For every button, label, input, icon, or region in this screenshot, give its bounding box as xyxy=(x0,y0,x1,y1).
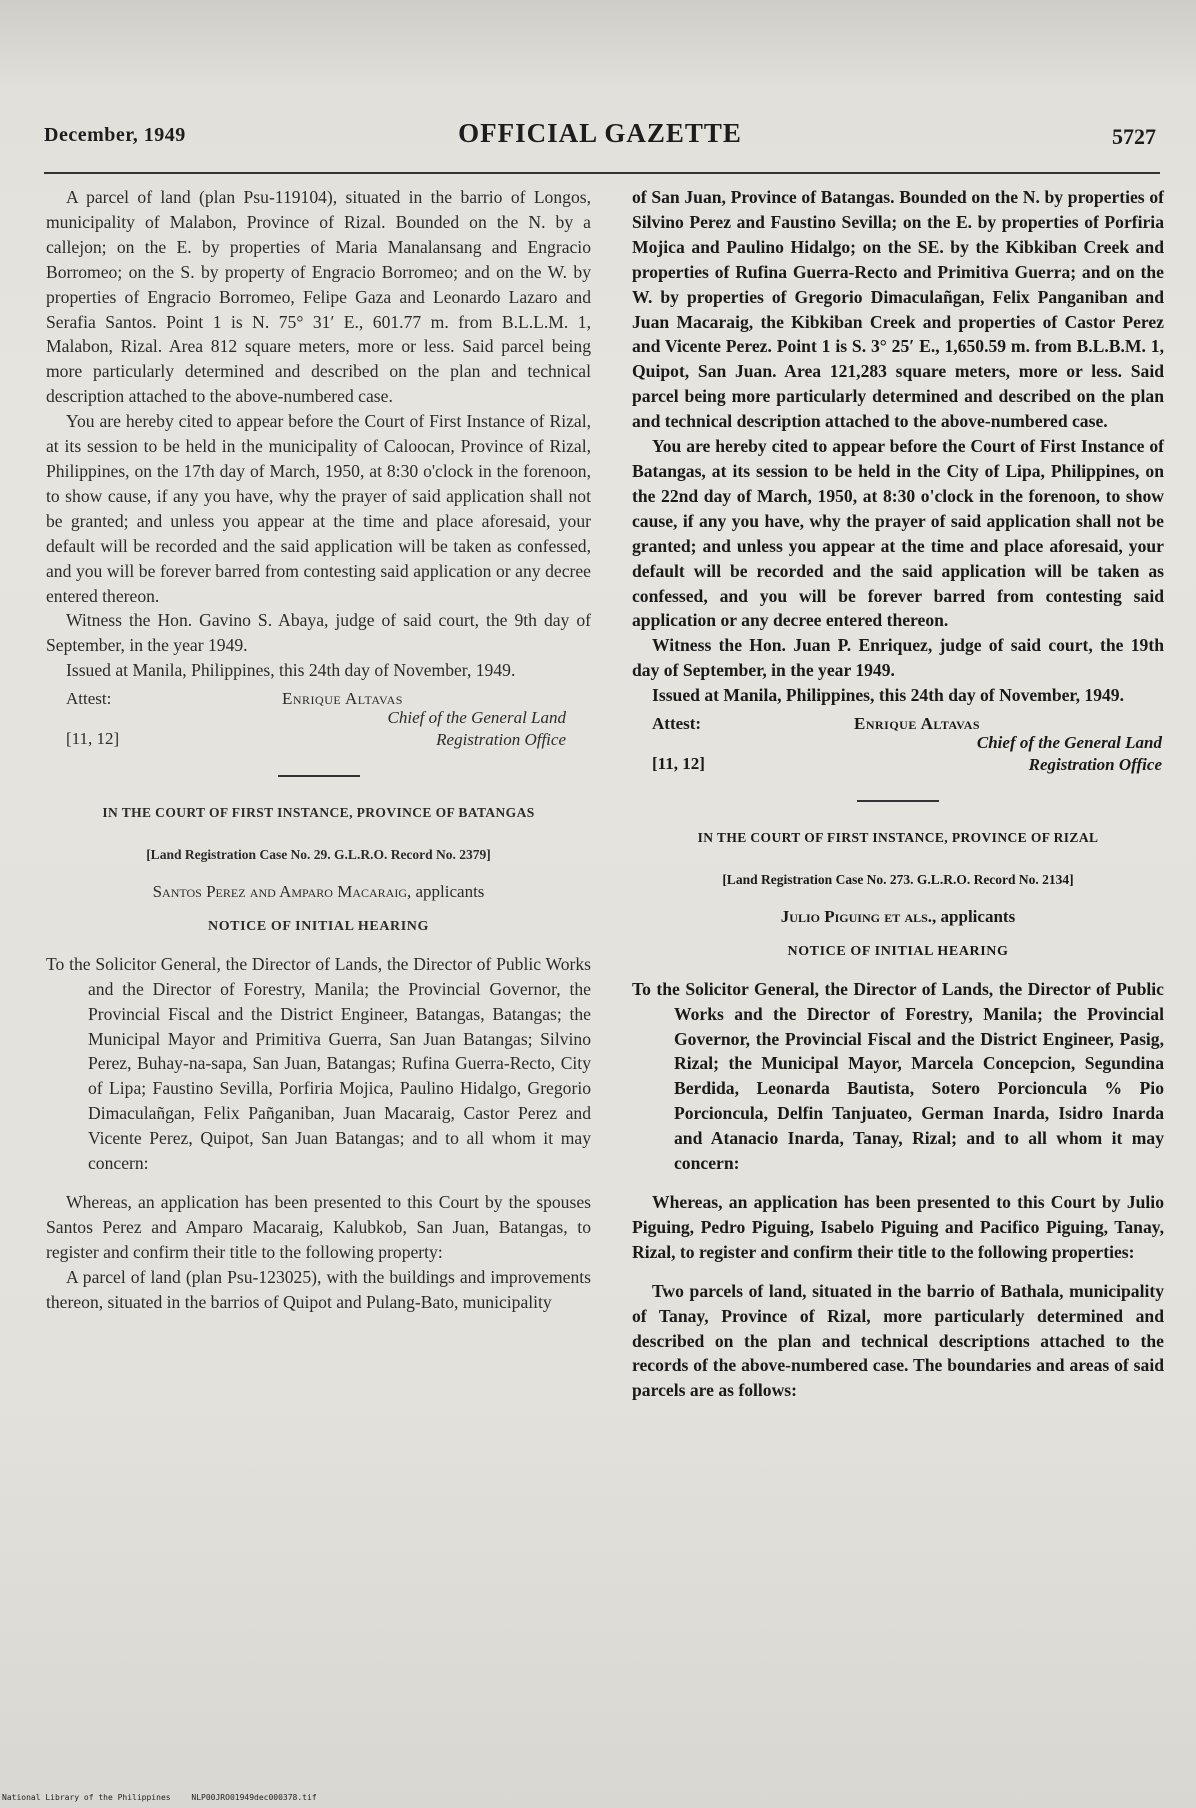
whereas-paragraph: Whereas, an application has been presented to this Court by Julio Piguing, Pedro Piguing, Isabelo Piguing and Pacifico Piguing, Tanay, Rizal, to register and confirm their title to the following properties: xyxy=(632,1192,1164,1262)
attest-office-line-2: Registration Office xyxy=(436,730,566,750)
footer-library: National Library of the Philippines xyxy=(2,1793,171,1802)
court-heading: IN THE COURT OF FIRST INSTANCE, PROVINCE OF RIZAL xyxy=(697,830,1099,846)
attest-block xyxy=(46,687,591,751)
header-title: OFFICIAL GAZETTE xyxy=(458,118,742,148)
issued-paragraph: Issued at Manila, Philippines, this 24th day of November, 1949. xyxy=(652,685,1124,706)
witness-paragraph: Witness the Hon. Juan P. Enriquez, judge of said court, the 19th day of September, in the year 1949. xyxy=(632,635,1164,681)
whereas-paragraph: Whereas, an application has been presented to this Court by the spouses Santos Perez and Amparo Macaraig, Kalubkob, San Juan, Batangas, to register and confirm their title to the following property: xyxy=(46,1192,591,1262)
addressees-paragraph: To the Solicitor General, the Director of Lands, the Director of Public Works and the Director of Forestry, Manila; the Provincial Governor, the Provincial Fiscal and the District Engineer, Batangas, Batangas; the Municipal Mayor and Primitiva Guerra, San Juan Batangas; Silvino Perez, Buhay-na-sapa, San Juan, Batangas; Rufina Guerra-Recto, City of Lipa; Faustino Sevilla, Porfiria Mojica, Paulino Hidalgo, Gregorio Dimaculañgan, Felix Pañganiban, Juan Macaraig, Castor Perez and Vicente Perez, Quipot, San Juan Batangas; and to all whom it may concern: xyxy=(46,953,591,1174)
case-number: [Land Registration Case No. 273. G.L.R.O. Record No. 2134] xyxy=(722,872,1074,888)
applicants-names: Santos Perez and Amparo Macaraig, xyxy=(152,882,412,902)
notice-heading: NOTICE OF INITIAL HEARING xyxy=(207,918,430,934)
attest-block xyxy=(632,712,1164,776)
attest-office-line-1: Chief of the General Land xyxy=(976,733,1162,753)
applicants-suffix: applicants xyxy=(936,906,1016,926)
attest-name: Enrique Altavas xyxy=(854,714,981,734)
citation-paragraph: You are hereby cited to appear before the Court of First Instance of Batangas, at its session to be held in the City of Lipa, Philippines, on the 22nd day of March, 1950, at 8:30 o'clock in the forenoon, to show cause, if any you have, why the prayer of said application shall not be granted; and unless you appear at the time and place aforesaid, your default will be recorded and the said application will be taken as confessed, and you will be forever barred from contesting said application or any decree entered thereon. xyxy=(632,436,1164,631)
attest-reference: [11, 12] xyxy=(66,729,120,749)
parcel-description-paragraph: of San Juan, Province of Batangas. Bounded on the N. by properties of Silvino Perez and Faustino Sevilla; on the E. by properties of Porfiria Mojica and Paulino Hidalgo; on the SE. by the Kibkiban Creek and properties of Rufina Guerra-Recto and Primitiva Guerra; and on the W. by properties of Gregorio Dimaculañgan, Felix Panganiban and Juan Macaraig, the Kibkiban Creek and properties of Castor Perez and Vicente Perez. Point 1 is S. 3° 25′ E., 1,650.59 m. from B.L.B.M. 1, Quipot, San Juan. Area 121,283 square meters, more or less. Said parcel being more particularly determined and described on the plan and technical description attached to the above-numbered case. xyxy=(632,187,1164,432)
right-column xyxy=(632,185,1164,1403)
notice-heading: NOTICE OF INITIAL HEARING xyxy=(787,943,1009,959)
left-column xyxy=(46,185,591,1315)
parcel-paragraph: A parcel of land (plan Psu-123025), with the buildings and improvements thereon, situated in the barrios of Quipot and Pulang-Bato, municipality xyxy=(46,1266,591,1312)
section-separator xyxy=(857,800,939,802)
citation-paragraph: You are hereby cited to appear before the Court of First Instance of Rizal, at its session to be held in the municipality of Caloocan, Province of Rizal, Philippines, on the 17th day of March, 1950, at 8:30 o'clock in the forenoon, to show cause, if any you have, why the prayer of said application shall not be granted; and unless you appear at the time and place aforesaid, your default will be recorded and the said application will be taken as confessed, and you will be forever barred from contesting said application or any decree entered thereon. xyxy=(46,411,591,606)
attest-office-line-1: Chief of the General Land xyxy=(387,708,566,728)
parcels-paragraph: Two parcels of land, situated in the barrio of Bathala, municipality of Tanay, Province of Rizal, more particularly determined and described on the plan and technical descriptions attached to the records of the above-numbered case. The boundaries and areas of said parcels are as follows: xyxy=(632,1280,1164,1401)
applicants-line xyxy=(46,880,591,905)
header-page-number: 5727 xyxy=(1112,124,1156,149)
applicants-suffix: applicants xyxy=(411,882,485,902)
attest-label: Attest: xyxy=(652,714,702,734)
parcel-description-paragraph: A parcel of land (plan Psu-119104), situated in the barrio of Longos, municipality of Malabon, Province of Rizal. Bounded on the N. by a callejon; on the E. by properties of Maria Manalansang and Engracio Borromeo; on the S. by property of Engracio Borromeo; and on the W. by properties of Engracio Borromeo, Felipe Gaza and Leonardo Lazaro and Serafia Santos. Point 1 is N. 75° 31′ E., 601.77 m. from B.L.L.M. 1, Malabon, Rizal. Area 812 square meters, more or less. Said parcel being more particularly determined and described on the plan and technical description attached to the above-numbered case. xyxy=(46,187,591,407)
issued-paragraph: Issued at Manila, Philippines, this 24th day of November, 1949. xyxy=(66,660,516,681)
attest-reference: [11, 12] xyxy=(652,754,705,774)
attest-office xyxy=(236,707,566,751)
witness-paragraph: Witness the Hon. Gavino S. Abaya, judge of said court, the 9th day of September, in the year 1949. xyxy=(46,610,591,656)
attest-name: Enrique Altavas xyxy=(282,689,403,709)
court-heading: IN THE COURT OF FIRST INSTANCE, PROVINCE OF BATANGAS xyxy=(102,805,535,821)
header-rule xyxy=(44,172,1160,174)
applicants-line xyxy=(632,905,1164,930)
footer-file: NLP00JRO01949dec000378.tif xyxy=(191,1793,317,1802)
case-number: [Land Registration Case No. 29. G.L.R.O. Record No. 2379] xyxy=(146,847,491,863)
header-date: December, 1949 xyxy=(44,124,186,146)
attest-office xyxy=(792,732,1162,776)
addressees-paragraph: To the Solicitor General, the Director of Lands, the Director of Public Works and the Director of Forestry, Manila; the Provincial Governor, the Provincial Fiscal and the District Engineer, Pasig, Rizal; the Municipal Mayor, Marcela Concepcion, Segundina Berdida, Leonarda Bautista, Sotero Porcioncula % Pio Porcioncula, Delfin Tanjuateo, German Inarda, Isidro Inarda and Atanacio Inarda, Tanay, Rizal; and to all whom it may concern: xyxy=(632,978,1164,1174)
page-header xyxy=(44,118,1156,158)
scan-footer xyxy=(2,1793,333,1802)
attest-label: Attest: xyxy=(66,689,112,709)
section-separator xyxy=(278,775,360,777)
applicants-names: Julio Piguing et als., xyxy=(780,906,937,926)
attest-office-line-2: Registration Office xyxy=(1028,755,1162,775)
